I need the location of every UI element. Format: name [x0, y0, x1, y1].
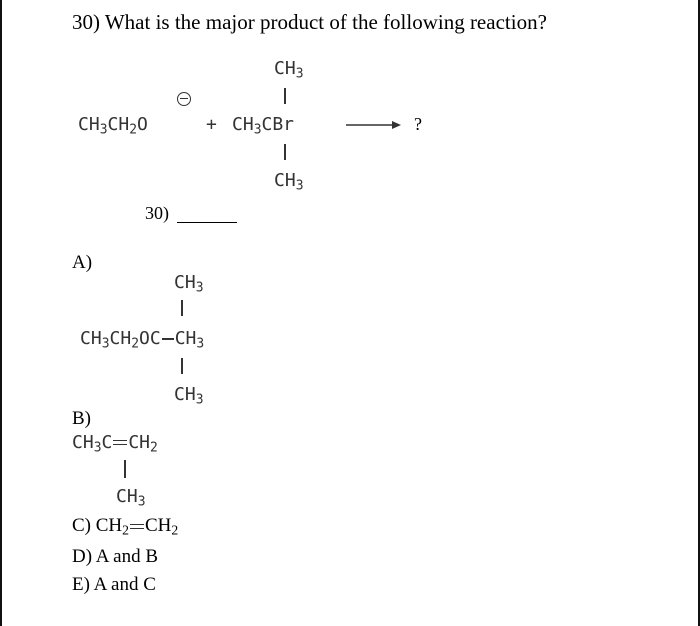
product-placeholder: ? — [414, 114, 422, 134]
option-a-ether: $CH_3CH_2OC$ $CH_3$ — [80, 328, 205, 352]
question-title: 30) What is the major product of the following reaction? — [72, 10, 547, 34]
reaction-arrow-icon — [346, 119, 402, 131]
substrate-tert-butyl-bromide: $CH_3CBr$ — [232, 114, 295, 138]
option-b-alkene: $CH_3C$ $CH_2$ — [72, 432, 158, 456]
nucleophile-ethoxide: $CH_3CH_2O$ — [78, 114, 148, 138]
answer-label: 30) — [145, 203, 169, 223]
reactant-top-methyl: $CH_3$ — [274, 58, 304, 82]
option-d: D) A and B — [72, 546, 159, 567]
reactant-bottom-methyl: $CH_3$ — [274, 170, 304, 194]
negative-charge-icon — [177, 92, 191, 106]
option-b-bottom-methyl: $CH_3$ — [116, 486, 146, 510]
answer-blank-line — [177, 222, 237, 223]
option-a-bond-bottom — [181, 358, 183, 374]
option-b-label: B) — [72, 408, 91, 429]
option-a-bottom-methyl: $CH_3$ — [174, 384, 204, 408]
plus-sign: + — [206, 114, 217, 135]
option-a-bond-top — [181, 300, 183, 316]
option-e: E) A and C — [72, 574, 156, 595]
option-c: C) $CH_2$ $CH_2$ — [72, 515, 179, 538]
option-a-label: A) — [72, 252, 93, 273]
bond-top — [284, 88, 286, 104]
bond-bottom — [284, 144, 286, 160]
option-a-top-methyl: $CH_3$ — [174, 272, 204, 296]
page-left-border — [0, 0, 2, 626]
option-b-bond — [124, 460, 126, 478]
